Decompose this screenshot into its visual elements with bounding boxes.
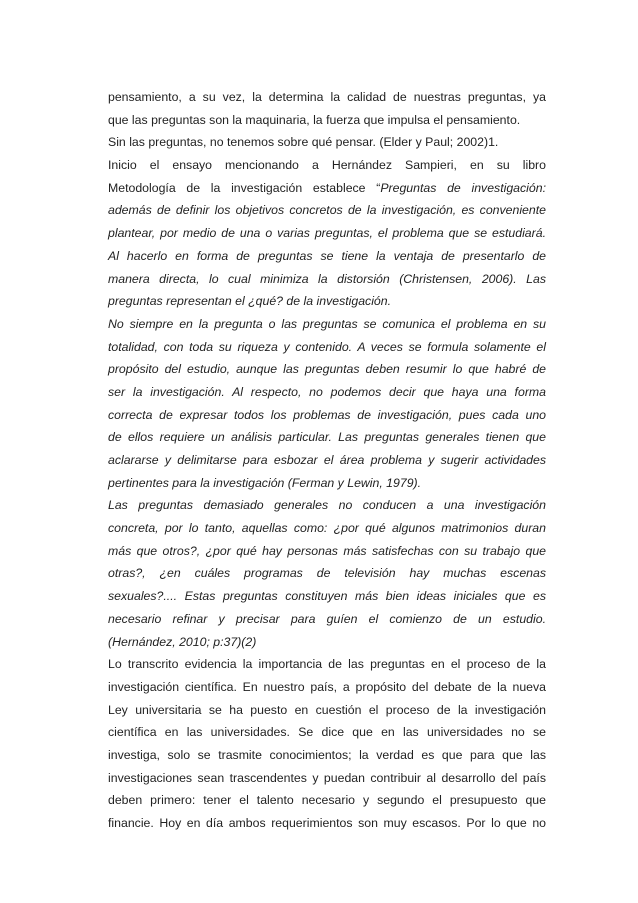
text-line: más que otros?, ¿por qué hay personas más satisfechas con su trabajo que: [108, 543, 546, 558]
text-line: correcta de expresar todos los problemas de investigación, pues cada uno: [108, 407, 546, 422]
text-line: científica en las universidades. Se dice que en las universidades no se: [108, 725, 546, 740]
text-line: otras?, ¿en cuáles programas de televisión hay muchas escenas: [108, 566, 546, 581]
text-line: preguntas representan el ¿qué? de la investigación.: [108, 294, 392, 309]
text-line: Al hacerlo en forma de preguntas se tiene la ventaja de presentarlo de: [108, 248, 546, 263]
text-line: pertinentes para la investigación (Ferman y Lewin, 1979).: [108, 475, 422, 490]
text-line: Sin las preguntas, no tenemos sobre qué pensar. (Elder y Paul; 2002)1.: [108, 135, 499, 150]
text-line: que las preguntas son la maquinaria, la fuerza que impulsa el pensamiento.: [108, 112, 521, 127]
text-line: (Hernández, 2010; p:37)(2): [108, 634, 257, 649]
text-line: plantear, por medio de una o varias preguntas, el problema que se estudiará.: [108, 226, 546, 241]
text-line: Inicio el ensayo mencionando a Hernández Sampieri, en su libro: [108, 158, 546, 173]
text-line: sexuales?.... Estas preguntas constituyen más bien ideas iniciales que es: [108, 589, 546, 604]
text-line: propósito del estudio, aunque las preguntas deben resumir lo que habré de: [108, 362, 546, 377]
text-line-start: Metodología de la investigación establece “: [108, 180, 381, 195]
text-line: Lo transcrito evidencia la importancia de las preguntas en el proceso de la: [108, 657, 546, 672]
text-line: financie. Hoy en día ambos requerimientos son muy escasos. Por lo que no: [108, 816, 546, 830]
text-line: investigación científica. En nuestro país, a propósito del debate de la nueva: [108, 679, 546, 694]
text-line: deben primero: tener el talento necesario y segundo el presupuesto que: [108, 793, 546, 808]
quote-start: Preguntas de investigación:: [380, 180, 546, 195]
document-page: [108, 86, 546, 835]
text-line: No siempre en la pregunta o las preguntas se comunica el problema en su: [108, 316, 546, 331]
text-line: investigaciones sean trascendentes y puedan contribuir al desarrollo del país: [108, 770, 546, 785]
text-line: Ley universitaria se ha puesto en cuestión el proceso de la investigación: [108, 702, 546, 717]
text-line: manera directa, lo cual minimiza la distorsión (Christensen, 2006). Las: [108, 271, 546, 286]
text-line: [108, 177, 546, 200]
text-line: totalidad, con toda su riqueza y contenido. A veces se formula solamente el: [108, 339, 546, 354]
text-line: investiga, solo se trasmite conocimientos; la verdad es que para que las: [108, 747, 546, 762]
text-line: necesario refinar y precisar para guíen el comienzo de un estudio.: [108, 611, 546, 626]
text-line: pensamiento, a su vez, la determina la calidad de nuestras preguntas, ya: [108, 90, 546, 104]
text-line: aclararse y delimitarse para esbozar el área problema y sugerir actividades: [108, 453, 546, 467]
text-line: además de definir los objetivos concretos de la investigación, es conveniente: [108, 203, 546, 218]
text-line: Las preguntas demasiado generales no conducen a una investigación: [108, 498, 546, 513]
text-line: ser la investigación. Al respecto, no podemos decir que haya una forma: [108, 384, 546, 399]
text-line: concreta, por lo tanto, aquellas como: ¿por qué algunos matrimonios duran: [108, 521, 546, 536]
text-line: de ellos requiere un análisis particular. Las preguntas generales tienen que: [108, 430, 546, 445]
